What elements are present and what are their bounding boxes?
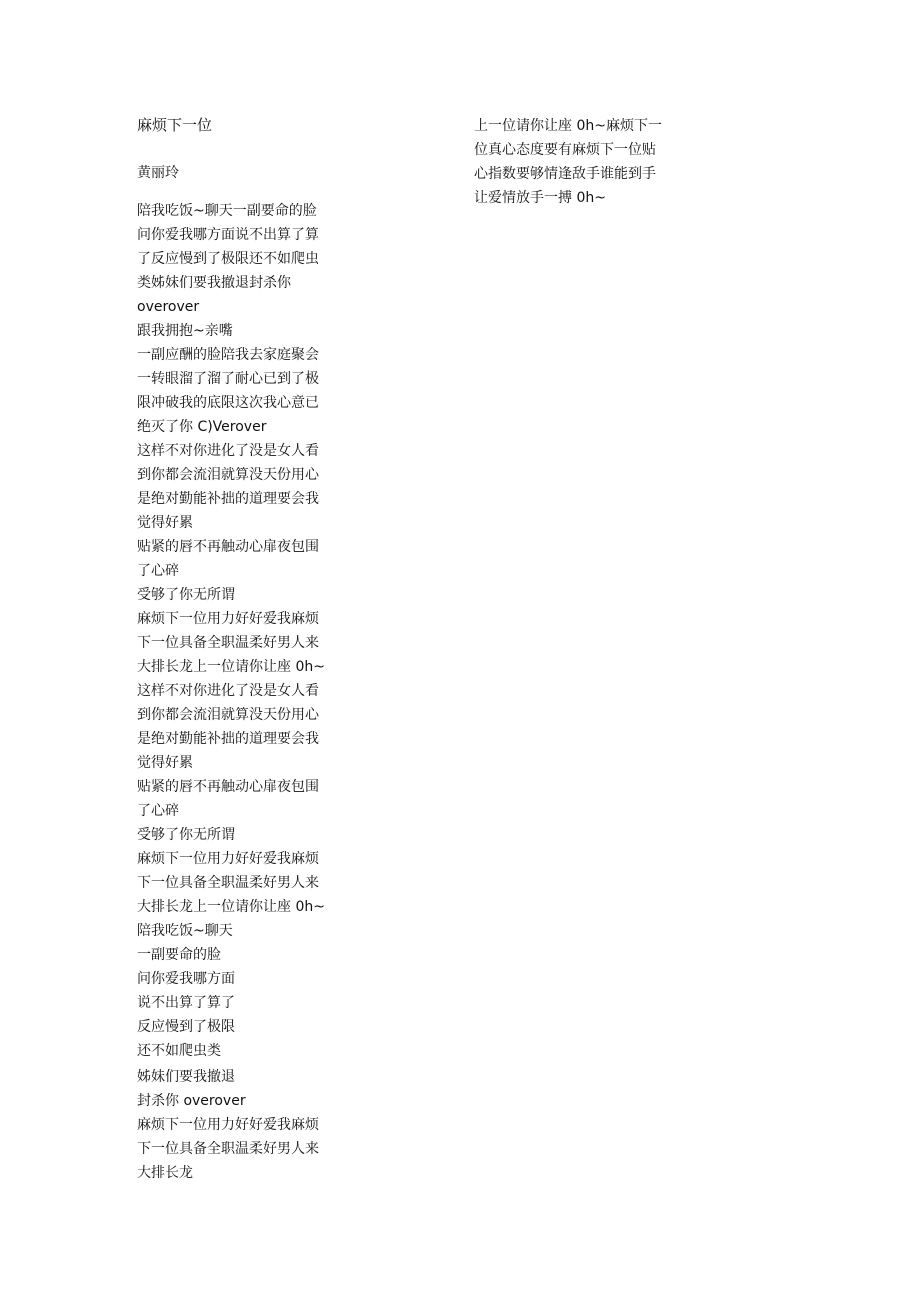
lyric-line: 类姊妹们要我撤退封杀你 bbox=[137, 275, 291, 291]
lyric-line: 这样不对你进化了没是女人看 bbox=[137, 683, 319, 699]
lyric-line: 一副要命的脸 bbox=[137, 947, 221, 963]
lyric-line: 跟我拥抱~亲嘴 bbox=[137, 323, 233, 339]
lyric-line: 大排长龙 bbox=[137, 1165, 193, 1181]
lyrics-left-column bbox=[137, 199, 337, 1185]
lyric-line: 麻烦下一位用力好好爱我麻烦 bbox=[137, 611, 319, 627]
lyric-line: 陪我吃饭~聊天一副要命的脸 bbox=[137, 203, 317, 219]
lyric-line: 说不出算了算了 bbox=[137, 995, 235, 1011]
lyric-line: 大排长龙上一位请你让座 0h~ bbox=[137, 899, 325, 915]
lyric-line: 位真心态度要有麻烦下一位贴 bbox=[474, 142, 656, 158]
lyric-line: 上一位请你让座 0h~麻烦下一 bbox=[474, 118, 662, 134]
lyric-line: 到你都会流泪就算没天份用心 bbox=[137, 467, 319, 483]
lyric-line: 一转眼溜了溜了耐心已到了极 bbox=[137, 371, 319, 387]
lyric-line: 封杀你 overover bbox=[137, 1093, 246, 1109]
lyric-line: 觉得好累 bbox=[137, 755, 193, 771]
lyric-line: 陪我吃饭~聊天 bbox=[137, 923, 233, 939]
lyric-line: 大排长龙上一位请你让座 0h~ bbox=[137, 659, 325, 675]
lyric-line: 下一位具备全职温柔好男人来 bbox=[137, 875, 319, 891]
lyric-line: 绝灭了你 C)Verover bbox=[137, 419, 267, 435]
lyric-line: 受够了你无所谓 bbox=[137, 587, 235, 603]
lyric-line: 姊妹们要我撤退 bbox=[137, 1069, 235, 1085]
lyric-line: 让爱情放手一搏 0h~ bbox=[474, 190, 606, 206]
artist-name: 黄丽玲 bbox=[137, 165, 179, 181]
lyric-line: 了反应慢到了极限还不如爬虫 bbox=[137, 251, 319, 267]
lyric-line: 贴紧的唇不再触动心扉夜包围 bbox=[137, 539, 319, 555]
lyric-line: 了心碎 bbox=[137, 803, 179, 819]
lyric-line: 麻烦下一位用力好好爱我麻烦 bbox=[137, 851, 319, 867]
lyric-line: 受够了你无所谓 bbox=[137, 827, 235, 843]
lyric-line: overover bbox=[137, 299, 200, 315]
lyric-line: 问你爱我哪方面 bbox=[137, 971, 235, 987]
lyric-line: 下一位具备全职温柔好男人来 bbox=[137, 1141, 319, 1157]
lyric-line: 心指数要够情逢敌手谁能到手 bbox=[474, 166, 656, 182]
lyric-line: 这样不对你进化了没是女人看 bbox=[137, 443, 319, 459]
lyric-line: 反应慢到了极限 bbox=[137, 1019, 235, 1035]
lyric-line: 到你都会流泪就算没天份用心 bbox=[137, 707, 319, 723]
lyric-line: 问你爱我哪方面说不出算了算 bbox=[137, 227, 319, 243]
song-title: 麻烦下一位 bbox=[137, 116, 213, 134]
lyric-line: 还不如爬虫类 bbox=[137, 1043, 221, 1059]
lyrics-right-column bbox=[474, 114, 674, 210]
lyric-line: 限冲破我的底限这次我心意已 bbox=[137, 395, 319, 411]
lyric-line: 下一位具备全职温柔好男人来 bbox=[137, 635, 319, 651]
lyric-line: 是绝对勤能补拙的道理要会我 bbox=[137, 491, 319, 507]
lyric-line: 一副应酬的脸陪我去家庭聚会 bbox=[137, 347, 319, 363]
lyric-line: 麻烦下一位用力好好爱我麻烦 bbox=[137, 1117, 319, 1133]
lyric-line: 贴紧的唇不再触动心扉夜包围 bbox=[137, 779, 319, 795]
lyric-line: 觉得好累 bbox=[137, 515, 193, 531]
lyric-line: 了心碎 bbox=[137, 563, 179, 579]
lyric-line: 是绝对勤能补拙的道理要会我 bbox=[137, 731, 319, 747]
